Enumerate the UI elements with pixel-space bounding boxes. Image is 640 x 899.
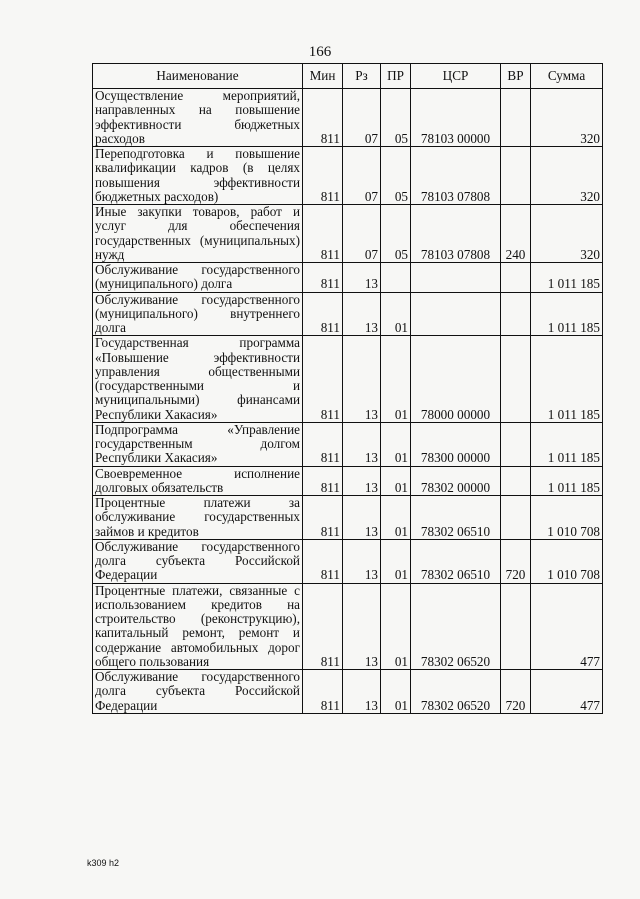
row-rz: 13 xyxy=(343,539,381,583)
row-sum: 320 xyxy=(531,89,603,147)
row-name: Переподготовка и повышение квалификации кадров (в целях повышения эффективности бюджетных расходов) xyxy=(93,147,303,205)
table-row xyxy=(93,336,603,423)
row-vr: 720 xyxy=(501,539,531,583)
row-csr xyxy=(411,263,501,293)
row-csr: 78302 00000 xyxy=(411,466,501,496)
table-row xyxy=(93,205,603,263)
row-sum: 320 xyxy=(531,147,603,205)
footer-code: k309 h2 xyxy=(87,858,120,868)
col-header-min: Мин xyxy=(303,64,343,89)
row-vr xyxy=(501,147,531,205)
row-min: 811 xyxy=(303,496,343,540)
row-name: Обслуживание государственного долга субъекта Российской Федерации xyxy=(93,670,303,714)
row-sum: 1 011 185 xyxy=(531,263,603,293)
table-header-row xyxy=(93,64,603,89)
row-name: Обслуживание государственного (муниципального) внутреннего долга xyxy=(93,292,303,336)
row-csr: 78302 06510 xyxy=(411,496,501,540)
row-vr xyxy=(501,496,531,540)
col-header-csr: ЦСР xyxy=(411,64,501,89)
row-name: Процентные платежи, связанные с использованием кредитов на строительство (реконструкцию), капитальный ремонт, ремонт и содержание автомобильных дорог общего пользования xyxy=(93,583,303,670)
row-pr: 05 xyxy=(381,147,411,205)
table-row xyxy=(93,147,603,205)
row-min: 811 xyxy=(303,292,343,336)
row-vr xyxy=(501,292,531,336)
row-csr: 78103 07808 xyxy=(411,205,501,263)
table-row xyxy=(93,539,603,583)
row-rz: 13 xyxy=(343,422,381,466)
row-min: 811 xyxy=(303,89,343,147)
col-header-sum: Сумма xyxy=(531,64,603,89)
row-csr xyxy=(411,292,501,336)
row-pr: 01 xyxy=(381,422,411,466)
row-csr: 78302 06520 xyxy=(411,583,501,670)
row-sum: 1 010 708 xyxy=(531,496,603,540)
row-csr: 78302 06510 xyxy=(411,539,501,583)
row-vr xyxy=(501,263,531,293)
row-vr xyxy=(501,466,531,496)
row-csr: 78000 00000 xyxy=(411,336,501,423)
row-min: 811 xyxy=(303,147,343,205)
row-min: 811 xyxy=(303,336,343,423)
row-sum: 320 xyxy=(531,205,603,263)
row-name: Государственная программа «Повышение эффективности управления общественными (государственными и муниципальными) финансами Республики Хакасия» xyxy=(93,336,303,423)
row-min: 811 xyxy=(303,205,343,263)
row-vr: 240 xyxy=(501,205,531,263)
row-min: 811 xyxy=(303,466,343,496)
row-min: 811 xyxy=(303,539,343,583)
row-min: 811 xyxy=(303,263,343,293)
row-min: 811 xyxy=(303,670,343,714)
row-sum: 1 011 185 xyxy=(531,466,603,496)
row-csr: 78103 00000 xyxy=(411,89,501,147)
row-sum: 477 xyxy=(531,583,603,670)
row-vr xyxy=(501,89,531,147)
row-pr: 05 xyxy=(381,89,411,147)
table-row xyxy=(93,466,603,496)
row-pr: 05 xyxy=(381,205,411,263)
row-csr: 78103 07808 xyxy=(411,147,501,205)
table-row xyxy=(93,496,603,540)
row-name: Процентные платежи за обслуживание государственных займов и кредитов xyxy=(93,496,303,540)
table-row xyxy=(93,263,603,293)
row-name: Своевременное исполнение долговых обязательств xyxy=(93,466,303,496)
row-vr xyxy=(501,336,531,423)
row-name: Обслуживание государственного (муниципального) долга xyxy=(93,263,303,293)
row-rz: 13 xyxy=(343,292,381,336)
row-min: 811 xyxy=(303,422,343,466)
row-pr: 01 xyxy=(381,496,411,540)
row-rz: 07 xyxy=(343,147,381,205)
row-name: Иные закупки товаров, работ и услуг для обеспечения государственных (муниципальных) нужд xyxy=(93,205,303,263)
row-sum: 477 xyxy=(531,670,603,714)
row-pr xyxy=(381,263,411,293)
row-vr: 720 xyxy=(501,670,531,714)
table-row xyxy=(93,292,603,336)
row-rz: 07 xyxy=(343,205,381,263)
row-name: Обслуживание государственного долга субъекта Российской Федерации xyxy=(93,539,303,583)
col-header-vr: ВР xyxy=(501,64,531,89)
table-row xyxy=(93,422,603,466)
budget-table xyxy=(92,63,603,714)
table-row xyxy=(93,89,603,147)
row-rz: 07 xyxy=(343,89,381,147)
row-csr: 78302 06520 xyxy=(411,670,501,714)
row-pr: 01 xyxy=(381,670,411,714)
table-row xyxy=(93,583,603,670)
row-rz: 13 xyxy=(343,336,381,423)
col-header-rz: Рз xyxy=(343,64,381,89)
row-rz: 13 xyxy=(343,466,381,496)
row-min: 811 xyxy=(303,583,343,670)
col-header-pr: ПР xyxy=(381,64,411,89)
row-vr xyxy=(501,422,531,466)
row-rz: 13 xyxy=(343,583,381,670)
row-sum: 1 011 185 xyxy=(531,336,603,423)
row-pr: 01 xyxy=(381,336,411,423)
row-name: Подпрограмма «Управление государственным долгом Республики Хакасия» xyxy=(93,422,303,466)
row-rz: 13 xyxy=(343,263,381,293)
row-vr xyxy=(501,583,531,670)
row-pr: 01 xyxy=(381,292,411,336)
row-pr: 01 xyxy=(381,583,411,670)
page-number: 166 xyxy=(308,44,332,60)
col-header-name: Наименование xyxy=(93,64,303,89)
row-name: Осуществление мероприятий, направленных на повышение эффективности бюджетных расходов xyxy=(93,89,303,147)
row-sum: 1 011 185 xyxy=(531,422,603,466)
row-rz: 13 xyxy=(343,670,381,714)
row-csr: 78300 00000 xyxy=(411,422,501,466)
row-sum: 1 010 708 xyxy=(531,539,603,583)
row-rz: 13 xyxy=(343,496,381,540)
row-pr: 01 xyxy=(381,466,411,496)
row-sum: 1 011 185 xyxy=(531,292,603,336)
row-pr: 01 xyxy=(381,539,411,583)
table-row xyxy=(93,670,603,714)
